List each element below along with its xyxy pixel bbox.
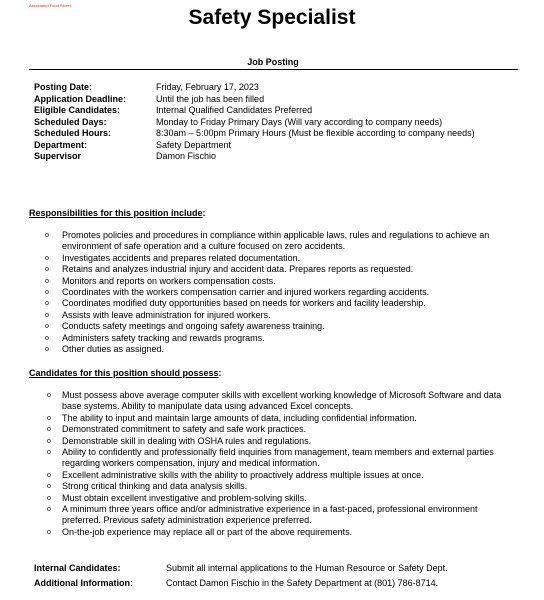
detail-label: Scheduled Hours: xyxy=(34,128,112,138)
detail-label: Posting Date: xyxy=(34,82,93,92)
list-item: o On-the-job experience may replace all or part of the above requirements. xyxy=(47,526,353,537)
list-item: o Excellent administrative skills with the ability to proactively address multiple issues at once. xyxy=(47,469,424,480)
detail-row xyxy=(34,105,475,117)
qualifications-list xyxy=(0,390,514,538)
detail-row xyxy=(34,140,475,152)
detail-row xyxy=(34,94,475,106)
bullet-icon: o xyxy=(45,311,49,319)
list-item: o Monitors and reports on workers compensation costs. xyxy=(45,275,276,286)
list-item: o Demonstrable skill in dealing with OSHA rules and regulations. xyxy=(47,435,312,446)
footer-row xyxy=(34,561,448,576)
bullet-icon: o xyxy=(47,392,51,399)
bullet-icon: o xyxy=(47,414,51,422)
page-subtitle: Job Posting xyxy=(247,57,299,67)
detail-label: Eligible Candidates: xyxy=(34,105,121,115)
responsibilities-list xyxy=(0,230,514,355)
bullet-icon: o xyxy=(47,471,51,479)
list-item: o Must possess above average computer skills with excellent working knowledge of Microsoft Software and data base systems. Ability to manipulate data using advanced Excel concepts. xyxy=(47,390,502,412)
list-item: o Ability to confidently and professionally field inquiries from management, team members and external parties regarding workers compensation, injury and medical information. xyxy=(47,447,494,469)
header-divider xyxy=(29,69,518,70)
detail-value: Internal Qualified Candidates Preferred xyxy=(156,105,313,115)
list-item: o A minimum three years office and/or administrative experience in a fast-paced, professional environment preferred. Previous safety administration experience preferred. xyxy=(47,504,478,526)
detail-value: Monday to Friday Primary Days (Will vary according to company needs) xyxy=(156,116,443,127)
list-item: o Demonstrated commitment to safety and safe work practices. xyxy=(47,424,307,435)
detail-row xyxy=(34,82,475,94)
bullet-icon: o xyxy=(47,528,51,536)
bullet-icon: o xyxy=(47,449,51,457)
footer-value: Submit all internal applications to the Human Resource or Safety Dept. xyxy=(166,563,448,573)
qualifications-heading: Candidates for this position should possess: xyxy=(29,368,222,378)
list-item: o Administers safety tracking and rewards programs. xyxy=(45,332,265,343)
bullet-icon: o xyxy=(47,426,51,434)
footer-value: Contact Damon Fischio in the Safety Department at (801) 786-8714. xyxy=(166,578,439,588)
bullet-icon: o xyxy=(45,266,49,274)
list-item: o Other duties as assigned. xyxy=(45,344,165,355)
footer-label: Internal Candidates: xyxy=(34,563,121,573)
list-item: o Promotes policies and procedures in compliance within applicable laws, rules and regulations to achieve an environment of safe operation and a culture focused on zero accidents. xyxy=(45,230,490,252)
detail-value: Damon Fischio xyxy=(156,151,217,161)
detail-label: Application Deadline: xyxy=(34,93,127,104)
list-item: o Investigates accidents and prepares related documentation. xyxy=(45,252,301,263)
list-item: o Coordinates modified duty opportunities based on needs for workers and facility leadership. xyxy=(45,298,426,309)
detail-value: Friday, February 17, 2023 xyxy=(156,82,259,92)
list-item: o Strong critical thinking and data analysis skills. xyxy=(47,481,248,492)
footer-info xyxy=(34,561,448,591)
page-title: Safety Specialist xyxy=(188,6,356,29)
bullet-icon: o xyxy=(47,506,51,514)
list-item: o Coordinates with the workers compensation carrier and injured workers regarding accidents. xyxy=(45,287,430,298)
bullet-icon: o xyxy=(47,494,51,502)
company-logo: Associated Food Stores xyxy=(29,3,72,8)
detail-row xyxy=(34,128,475,140)
bullet-icon: o xyxy=(45,277,49,285)
detail-value: 8:30am – 5:00pm Primary Hours (Must be flexible according to company needs) xyxy=(156,128,475,138)
bullet-icon: o xyxy=(45,254,49,262)
bullet-icon: o xyxy=(47,437,51,445)
responsibilities-heading: Responsibilities for this position include: xyxy=(29,208,206,218)
posting-details xyxy=(34,82,475,163)
bullet-icon: o xyxy=(47,483,51,491)
bullet-icon: o xyxy=(45,300,49,308)
bullet-icon: o xyxy=(45,346,49,354)
footer-label: Additional Information: xyxy=(34,578,133,588)
list-item: o Must obtain excellent investigative and problem-solving skills. xyxy=(47,492,307,503)
detail-row xyxy=(34,151,475,163)
bullet-icon: o xyxy=(45,323,49,331)
detail-label: Department: xyxy=(34,139,88,150)
detail-label: Supervisor xyxy=(34,151,82,161)
bullet-icon: o xyxy=(45,289,49,297)
detail-value: Until the job has been filled xyxy=(156,93,265,104)
list-item: o Retains and analyzes industrial injury and accident data. Prepares reports as requested. xyxy=(45,264,414,275)
list-item: o The ability to input and maintain large amounts of data, including confidential information. xyxy=(47,412,417,423)
bullet-icon: o xyxy=(45,232,49,239)
list-item: o Assists with leave administration for injured workers. xyxy=(45,309,271,320)
bullet-icon: o xyxy=(45,334,49,342)
footer-row xyxy=(34,576,448,591)
detail-row xyxy=(34,117,475,129)
list-item: o Conducts safety meetings and ongoing safety awareness training. xyxy=(45,321,325,332)
detail-value: Safety Department xyxy=(156,139,232,150)
detail-label: Scheduled Days: xyxy=(34,116,107,127)
